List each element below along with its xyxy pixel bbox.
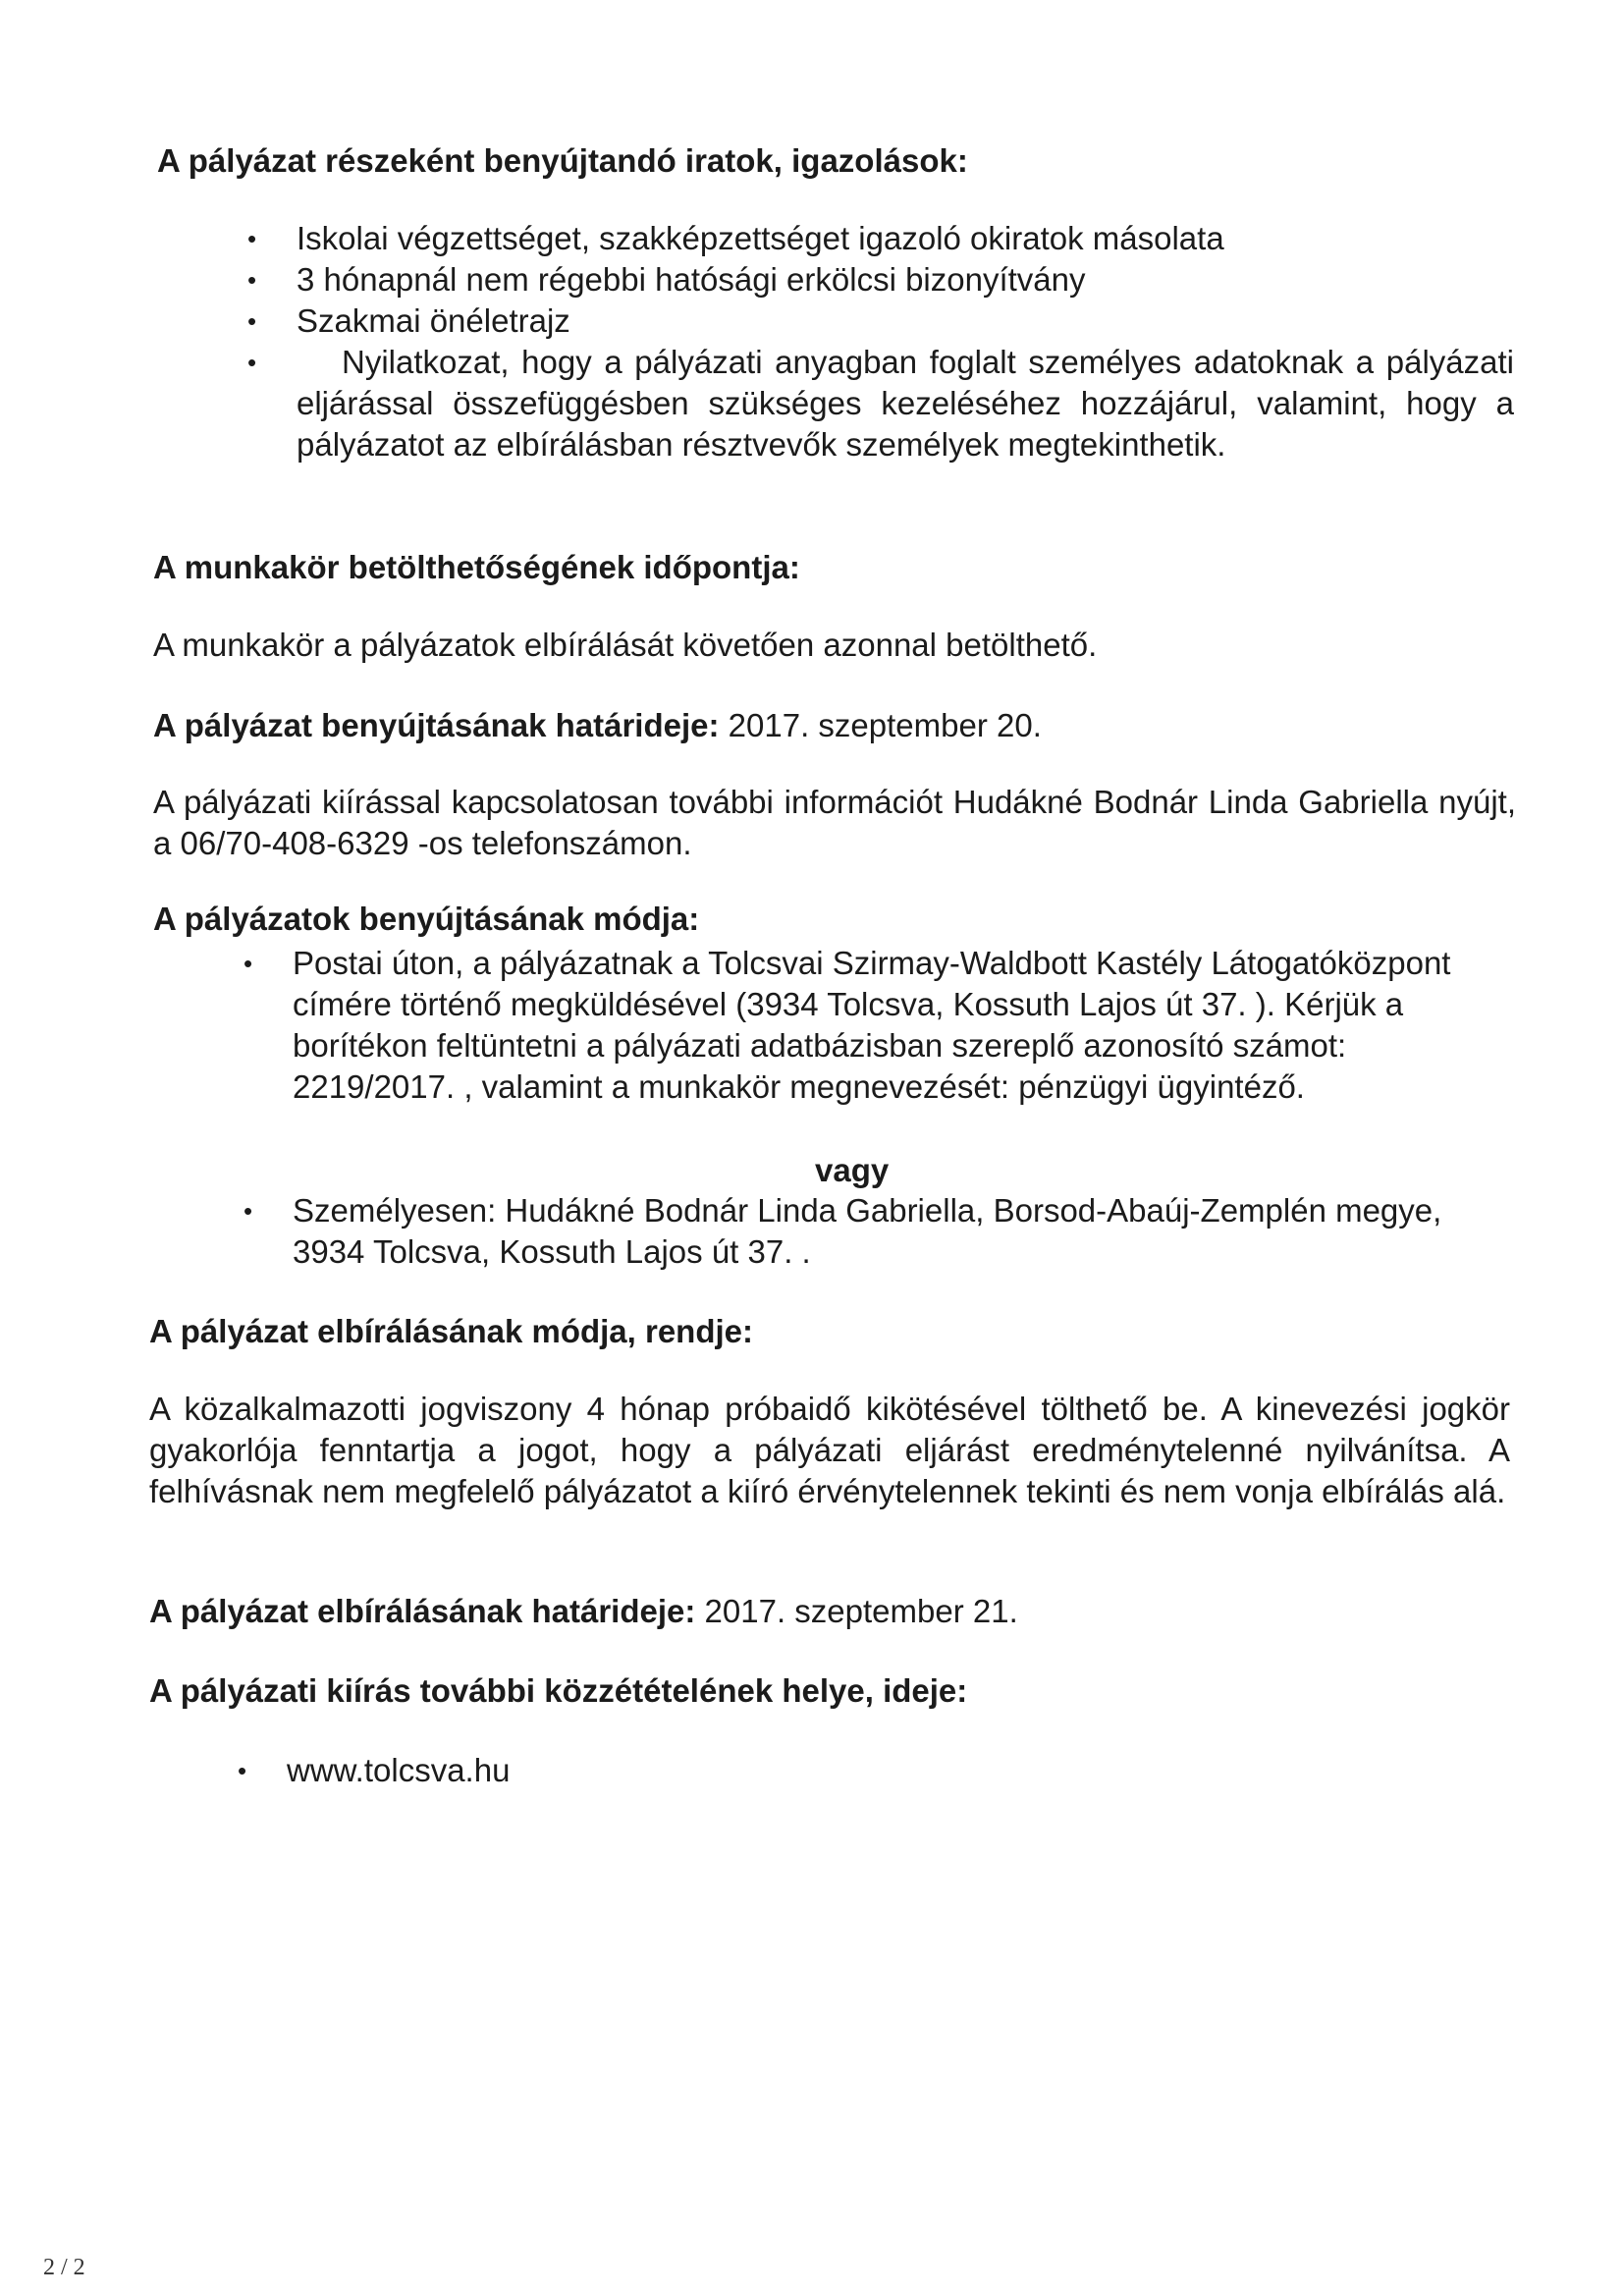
start-date-text: A munkakör a pályázatok elbírálását követően azonnal betölthető. bbox=[153, 627, 1098, 663]
list-item: • Szakmai önéletrajz bbox=[297, 301, 1514, 342]
bullet-icon: • bbox=[247, 224, 257, 253]
bullet-icon: • bbox=[238, 1756, 247, 1785]
list-item: • Postai úton, a pályázatnak a Tolcsvai Szirmay-Waldbott Kastély Látogatóközpont címére történő megküldésével (3934 Tolcsva, Kossuth Lajos út 37. ). Kérjük a borítékon feltüntetni a pályázati adatbázisban szereplő azonosító számot: 2219/2017. , valamint a munkakör megnevezését: pénzügyi ügyintéző. bbox=[243, 945, 1451, 1105]
documents-list bbox=[247, 218, 1514, 465]
list-item bbox=[238, 1750, 1504, 1791]
list-item: • 3 hónapnál nem régebbi hatósági erkölcsi bizonyítvány bbox=[297, 259, 1514, 301]
bullet-icon: • bbox=[243, 1196, 253, 1226]
bullet-icon: • bbox=[247, 348, 257, 377]
submission-heading: A pályázatok benyújtásának módja: bbox=[153, 901, 700, 937]
page-number: 2 / 2 bbox=[43, 2255, 85, 2280]
contact-text: A pályázati kiírással kapcsolatosan további információt Hudákné Bodnár Linda Gabriella nyújt, a 06/70-408-6329 -os telefonszámon. bbox=[153, 784, 1516, 861]
list-item: • Nyilatkozat, hogy a pályázati anyagban foglalt személyes adatoknak a pályázati eljárással összefüggésben szükséges kezeléséhez hozzájárul, valamint, hogy a pályázatot az elbírálásban résztvevők személyek megtekinthetik. bbox=[247, 344, 1514, 463]
list-item: • Személyesen: Hudákné Bodnár Linda Gabriella, Borsod-Abaúj-Zemplén megye, 3934 Tolcsva, Kossuth Lajos út 37. . bbox=[243, 1192, 1442, 1270]
evaluation-deadline-label: A pályázat elbírálásának határideje: bbox=[149, 1593, 696, 1629]
submission-list-2 bbox=[243, 1190, 1510, 1273]
bullet-icon: • bbox=[247, 265, 257, 295]
bullet-icon: • bbox=[243, 949, 253, 978]
evaluation-text: A közalkalmazotti jogviszony 4 hónap próbaidő kikötésével tölthető be. A kinevezési jogkör gyakorlója fenntartja a jogot, hogy a pályázati eljárást eredménytelenné nyilvánítsa. A felhívásnak nem megfelelő pályázatot a kiíró érvénytelennek tekinti és nem vonja elbírálás alá. bbox=[149, 1391, 1510, 1509]
deadline-label: A pályázat benyújtásának határideje: bbox=[153, 707, 720, 743]
evaluation-deadline-value: 2017. szeptember 21. bbox=[704, 1593, 1018, 1629]
bullet-icon: • bbox=[247, 306, 257, 336]
publication-list bbox=[238, 1750, 1504, 1791]
submission-or: vagy bbox=[815, 1152, 890, 1188]
documents-heading: A pályázat részeként benyújtandó iratok, igazolások: bbox=[157, 142, 968, 179]
publication-heading: A pályázati kiírás további közzétételének helye, ideje: bbox=[149, 1672, 968, 1709]
evaluation-heading: A pályázat elbírálásának módja, rendje: bbox=[149, 1313, 754, 1349]
publication-link: www.tolcsva.hu bbox=[287, 1752, 511, 1788]
start-date-heading: A munkakör betölthetőségének időpontja: bbox=[153, 549, 800, 585]
deadline-value: 2017. szeptember 20. bbox=[728, 707, 1042, 743]
deadline-line bbox=[153, 705, 1518, 746]
submission-list bbox=[243, 943, 1510, 1108]
evaluation-deadline-line bbox=[149, 1591, 1514, 1632]
list-item: • Iskolai végzettséget, szakképzettséget igazoló okiratok másolata bbox=[297, 218, 1514, 259]
